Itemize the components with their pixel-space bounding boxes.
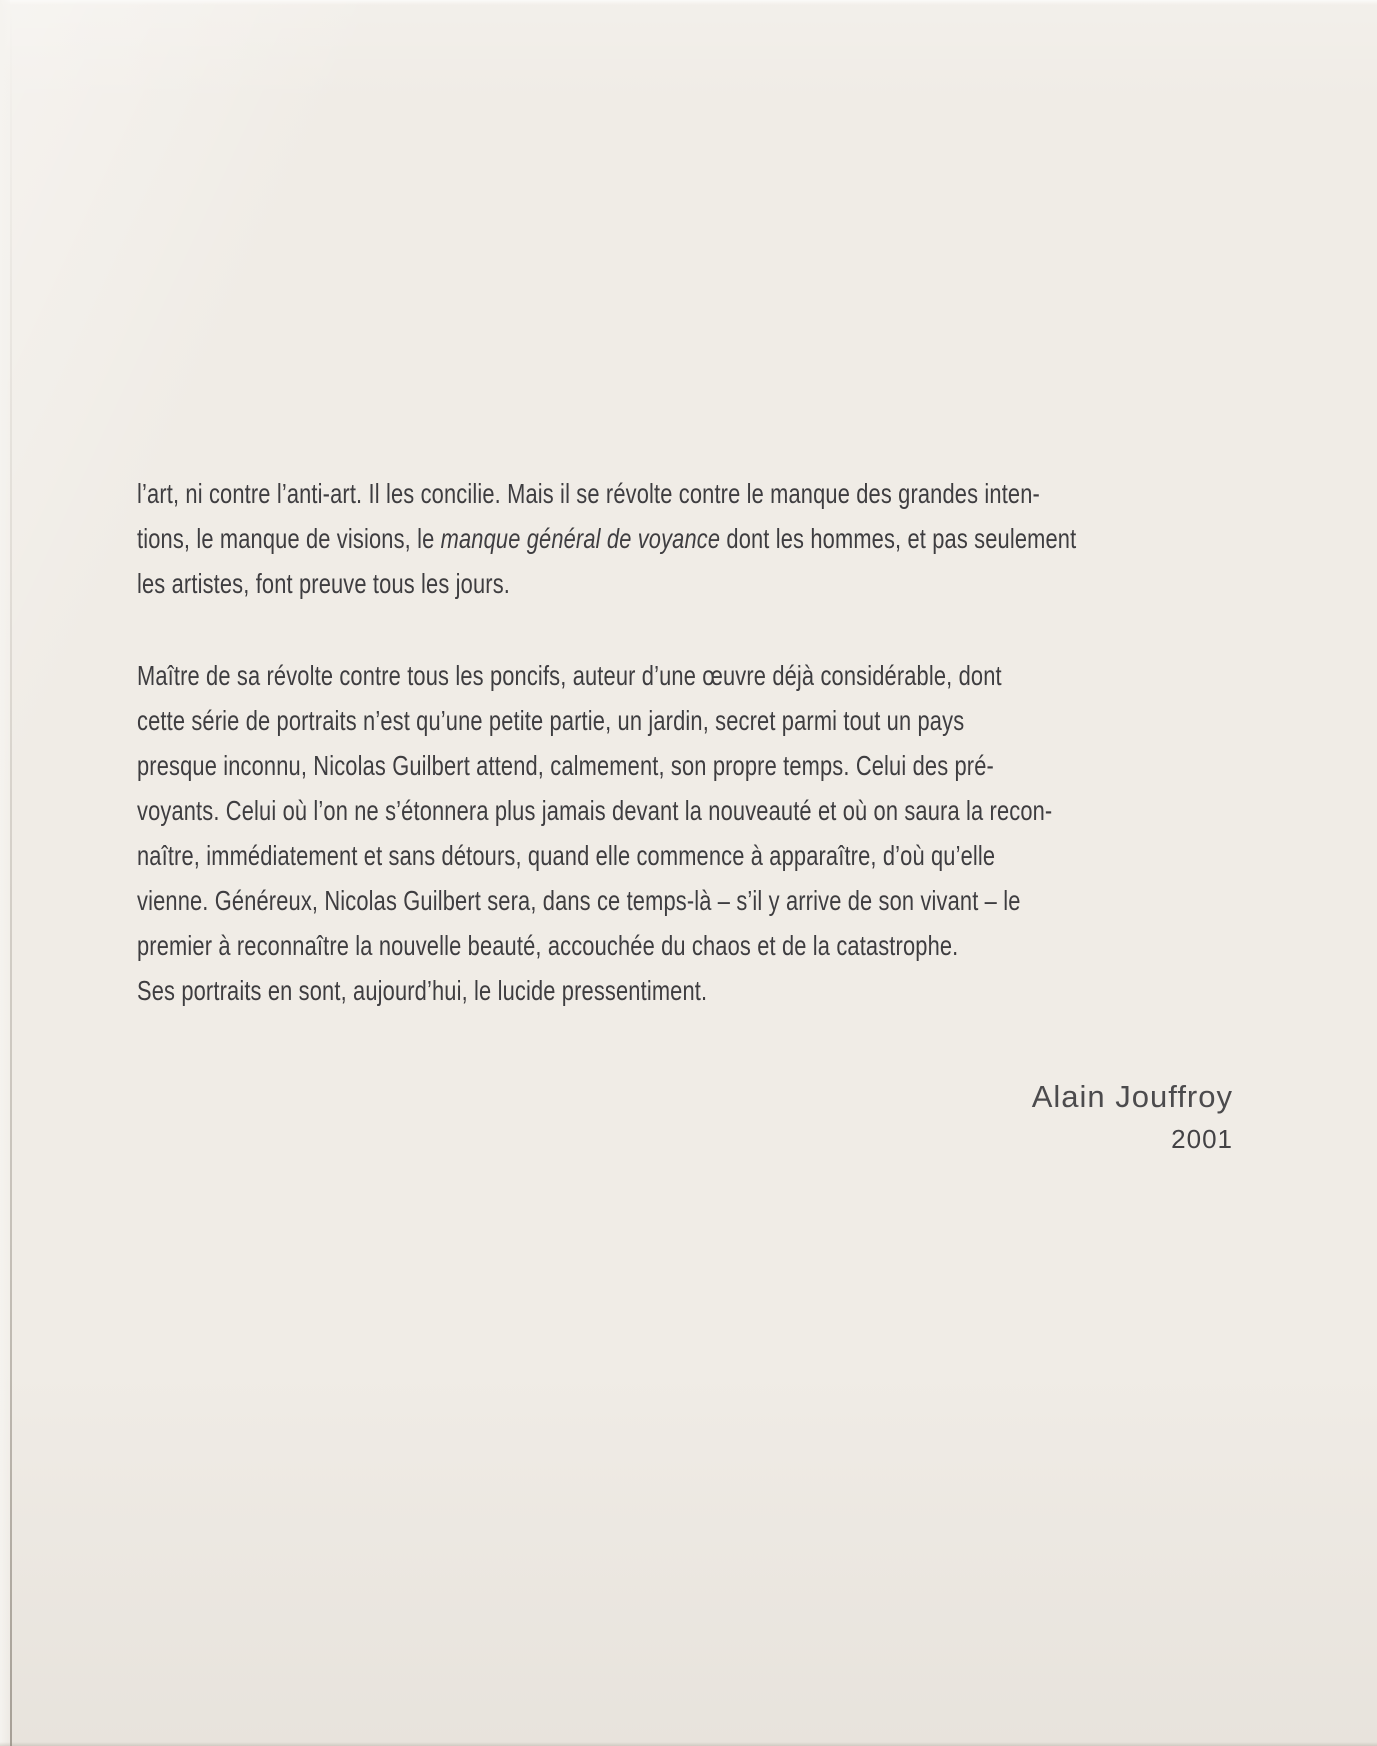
text-segment: dont les hommes, et pas seulement	[720, 523, 1077, 554]
text-line: l’art, ni contre l’anti-art. Il les concilie. Mais il se révolte contre le manque des grandes inten-	[137, 478, 1040, 509]
text-line: les artistes, font preuve tous les jours.	[137, 568, 510, 599]
paragraph-1	[137, 471, 1221, 606]
text-line: cette série de portraits n’est qu’une petite partie, un jardin, secret parmi tout un pays	[137, 705, 965, 736]
text-line: voyants. Celui où l’on ne s’étonnera plus jamais devant la nouveauté et où on saura la recon-	[137, 795, 1053, 826]
text-line: presque inconnu, Nicolas Guilbert attend, calmement, son propre temps. Celui des pré-	[137, 750, 994, 781]
page-left-edge-highlight	[0, 0, 10, 1746]
text-line: naître, immédiatement et sans détours, quand elle commence à apparaître, d’où qu’elle	[137, 840, 996, 871]
text-line: vienne. Généreux, Nicolas Guilbert sera, dans ce temps-là – s’il y arrive de son vivant – le	[137, 885, 1021, 916]
signature-year: 2001	[1171, 1124, 1233, 1154]
body-text-block	[137, 471, 1221, 1013]
italic-phrase: manque général de voyance	[440, 523, 721, 554]
page-left-edge-line	[10, 0, 12, 1746]
page-top-edge	[0, 0, 1377, 5]
signature-block	[1032, 1078, 1233, 1154]
signature-author: Alain Jouffroy	[1031, 1079, 1233, 1114]
text-line	[137, 516, 1221, 561]
text-line: Maître de sa révolte contre tous les poncifs, auteur d’une œuvre déjà considérable, dont	[137, 660, 1002, 691]
page-bottom-edge-shadow	[0, 1742, 1377, 1746]
text-line: premier à reconnaître la nouvelle beauté, accouchée du chaos et de la catastrophe.	[137, 930, 959, 961]
paragraph-2	[137, 653, 1221, 1013]
text-line: Ses portraits en sont, aujourd’hui, le lucide pressentiment.	[137, 975, 708, 1006]
text-segment: tions, le manque de visions, le	[137, 523, 441, 554]
